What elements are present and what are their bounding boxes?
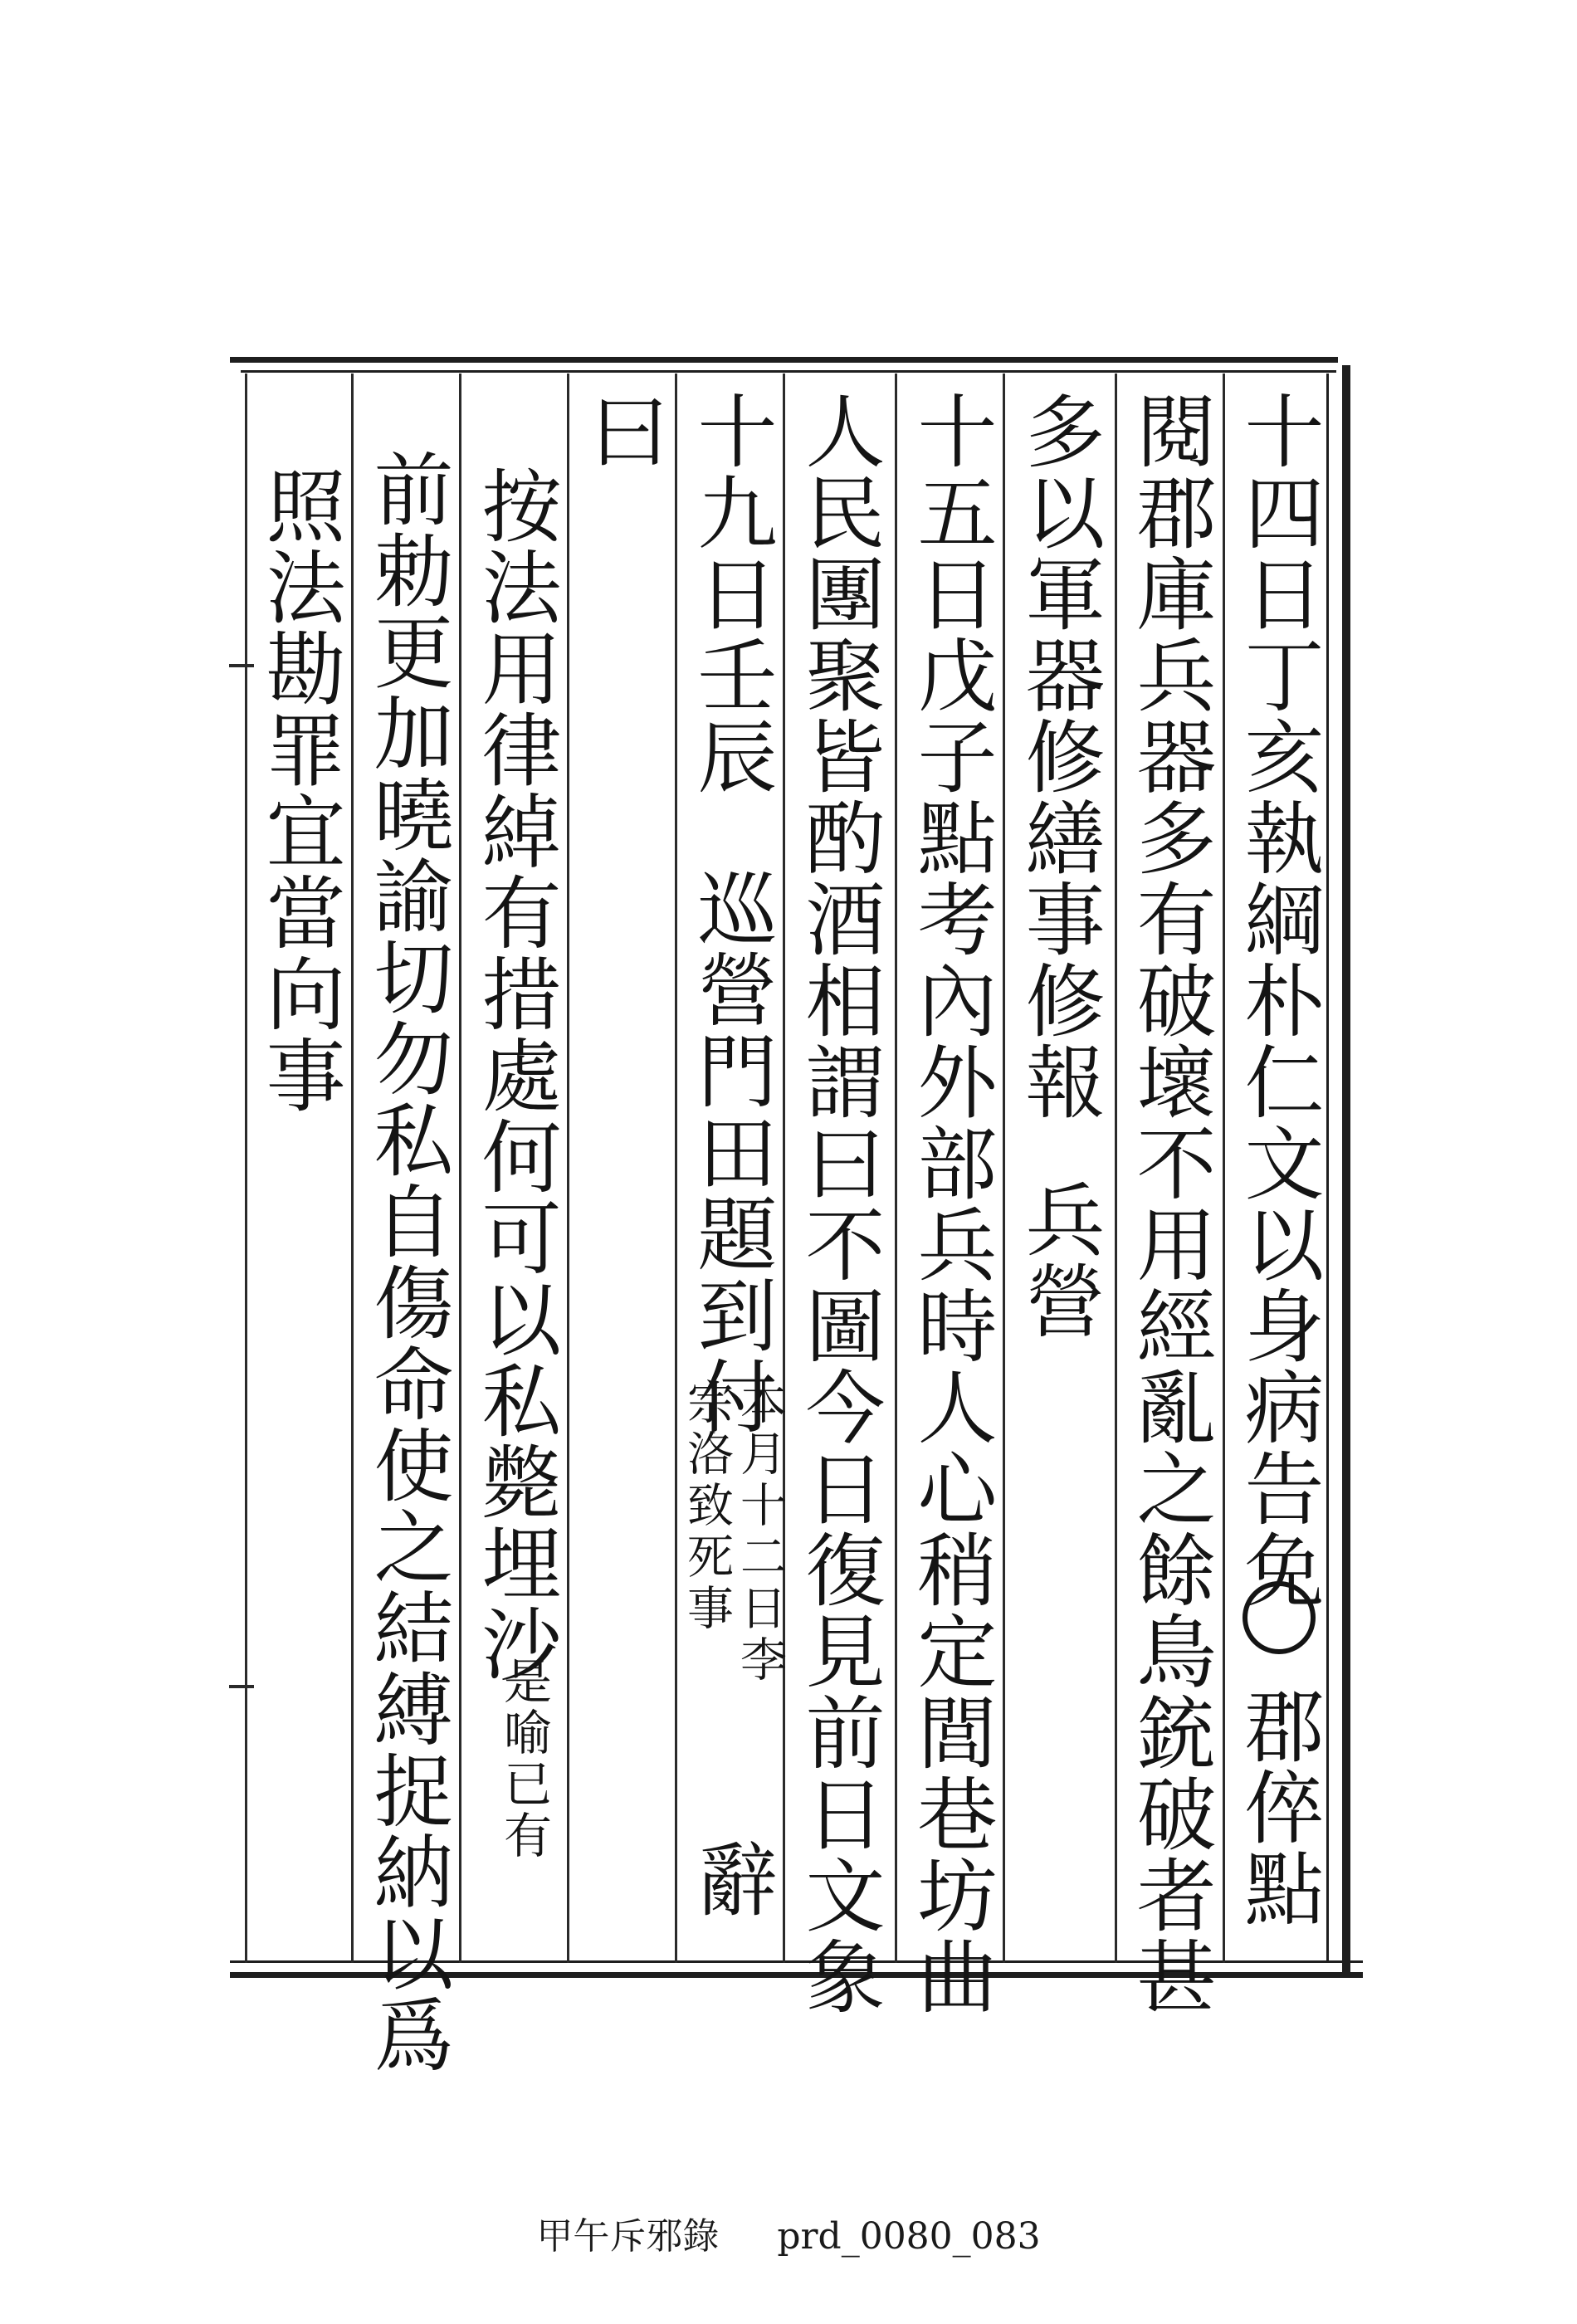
footer-code: prd_0080_083 [777,2215,1041,2258]
margin-tick [229,1685,254,1688]
text-column-6-end: 辭 [685,1838,778,1920]
text-column-10: 照法勘罪宜當向事 [253,465,346,1116]
text-column-3: 多以軍器修繕事修報 [1013,390,1106,1122]
text-column-8: 按法用律綽有措處何可以私斃埋沙 [469,465,562,1685]
column-rule [1223,374,1225,1963]
note-line-right: 本月十二日李 [733,1378,787,1687]
frame-left-border [245,374,247,1963]
column-rule [351,374,354,1963]
column-rule [895,374,897,1963]
footer-title: 甲午斥邪錄 [536,2215,720,2258]
note-line-left: 宗洛致死事 [680,1378,734,1635]
text-column-8-note: 是喻已有 [496,1656,552,1862]
margin-tick [229,664,254,667]
frame-right-inner-border [1326,374,1329,1963]
text-column-3-raised: 兵營 [1013,1179,1106,1341]
frame-top-inner-border [241,370,1336,373]
text-column-9: 前勅更加曉諭切勿私自傷命使之結縛捉納以爲 [361,448,454,2075]
text-column-6-body: 巡營門田題到付 [685,867,778,1437]
text-column-2: 閱郡庫兵器多有破壞不用經亂之餘鳥銃破者甚 [1124,390,1217,2017]
column-rule [675,374,677,1963]
frame-top-border [230,357,1338,363]
text-column-6: 十九日壬辰 [685,390,778,797]
column-rule [1003,374,1005,1963]
circle-mark [1243,1581,1316,1654]
text-column-7: 曰 [577,390,670,471]
frame-right-border [1342,365,1350,1975]
text-column-4: 十五日戊子點考內外部兵時人心稍定閭巷坊曲 [905,390,998,2017]
page-footer [0,2206,1577,2259]
text-column-1-continuation: 郡倅點 [1232,1685,1325,1929]
column-rule [1115,374,1117,1963]
text-column-1: 十四日丁亥執綱朴仁文以身病告免 [1232,390,1325,1610]
column-rule [459,374,461,1963]
text-column-5: 人民團聚皆酌酒相謂曰不圖今日復見前日文象 [793,390,886,2017]
column-rule [567,374,569,1963]
